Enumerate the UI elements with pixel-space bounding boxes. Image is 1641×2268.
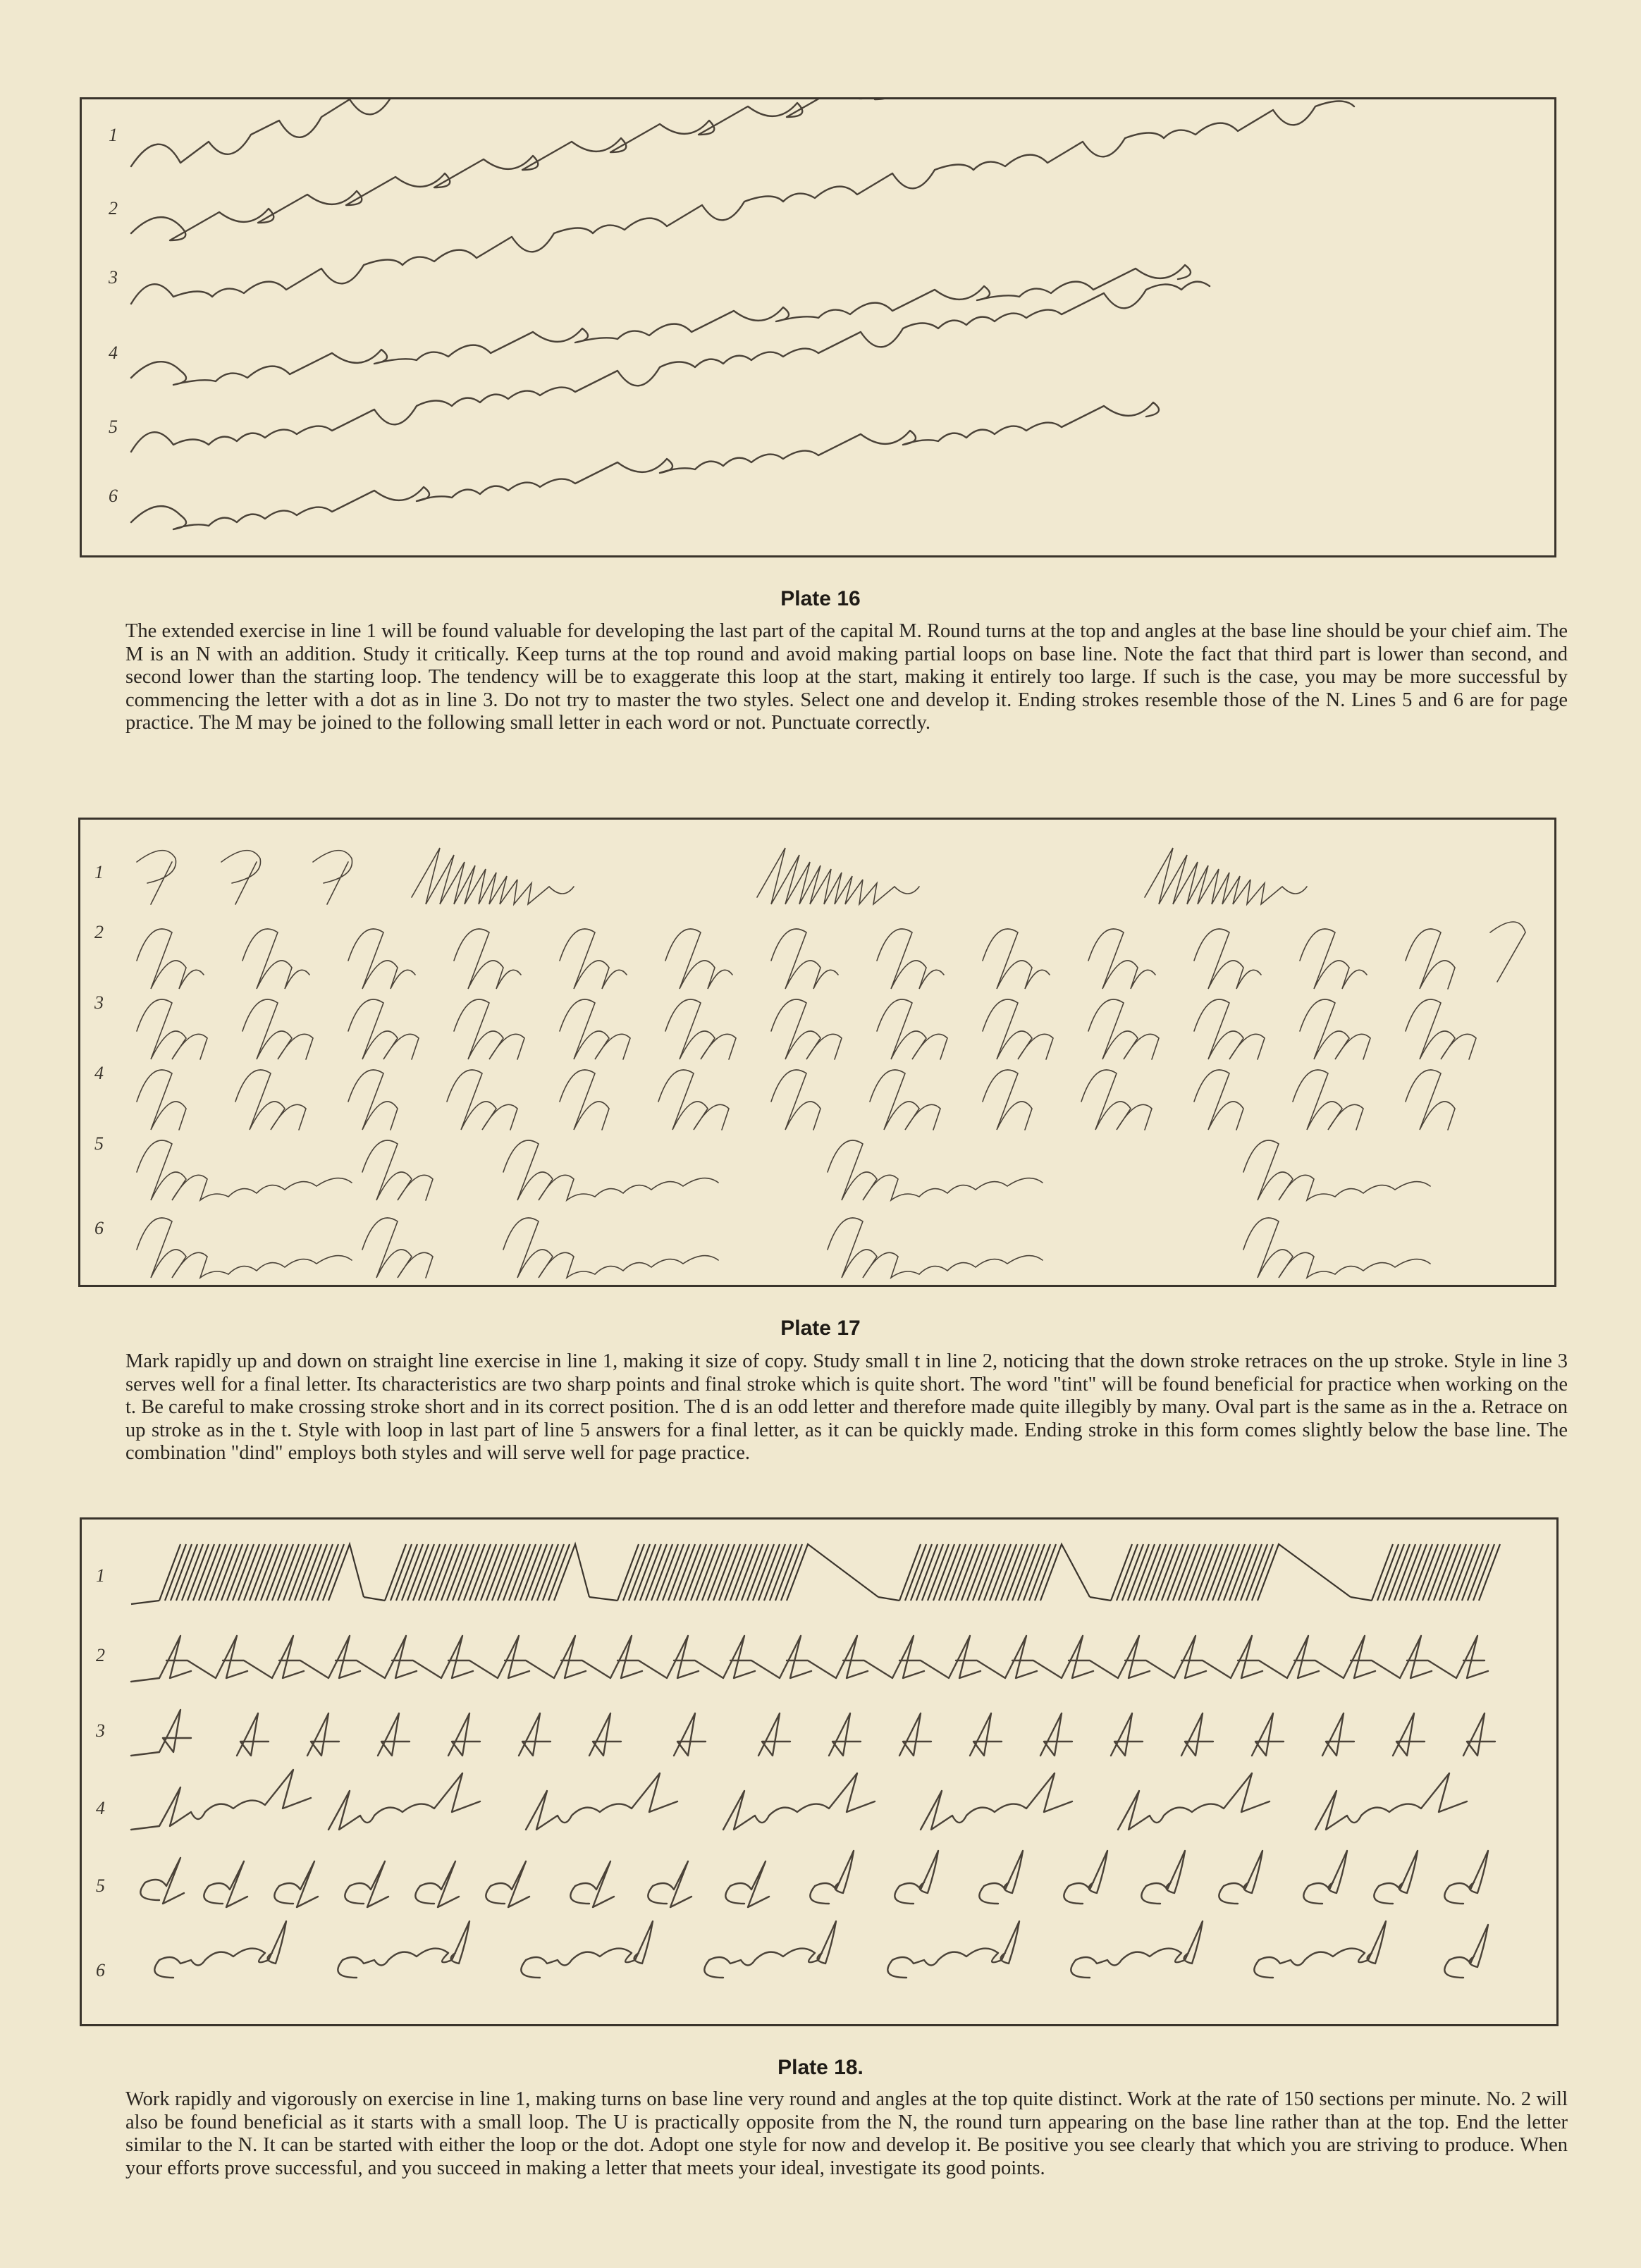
script-row-r	[131, 99, 1266, 166]
plate-three-script	[82, 1520, 1556, 2024]
plate-three-frame	[80, 1517, 1559, 2026]
script-row-nine-and-m-exercise	[137, 848, 1307, 904]
script-row-dind	[154, 1921, 1488, 1978]
script-row-capital-n	[137, 922, 1525, 989]
script-row-n-and-m-alternating	[137, 1070, 1455, 1130]
plate-one-paragraph: The extended exercise in line 1 will be found valuable for developing the last part of the capital M. Round turns at the top and angles at the base line should be your chief aim. The M is an N with an addition. Study it critically. Keep turns at the top round and avoid making partial loops on base line. Note the fact that third part is lower than second, and second lower than the starting loop. The tendency will be to exaggerate this loop at the start, making it entirely too large. If such is the case, you may be more successful by commencing the letter with a dot as in line 3. Do not try to master the two styles. Select one and develop it. Ending strokes resemble those of the N. Lines 5 and 6 are for page practice. The M may be joined to the following small letter in each word or not. Punctuate correctly.	[125, 620, 1568, 734]
line-number: 2	[96, 1645, 105, 1665]
line-number: 2	[109, 198, 118, 218]
script-row-sunner	[131, 402, 1159, 529]
line-number: 6	[96, 1960, 105, 1980]
line-number: 5	[96, 1875, 105, 1896]
script-row-minnie-manner-munson-minn-2	[137, 1218, 1430, 1278]
line-number: 1	[96, 1565, 105, 1586]
line-number: 5	[109, 417, 118, 437]
line-number: 1	[94, 862, 104, 882]
plate-three-title: Plate 18.	[778, 2056, 863, 2079]
script-row-small-d	[140, 1851, 1488, 1907]
line-number: 3	[96, 1720, 105, 1741]
line-number: 3	[94, 992, 104, 1013]
plate-two-paragraph: Mark rapidly up and down on straight line exercise in line 1, making it size of copy. Study small t in line 2, noticing that the down stroke retraces on the up stroke. Style in line 3 serves well for a final letter. Its characteristics are two sharp points and final stroke which is quite short. The word "tint" will be found beneficial for practice when working on the t. Be careful to make crossing stroke short and in its correct position. The d is an odd letter and therefore made quite illegibly by many. Oval part is the same as in the a. Retrace on up stroke as in the t. Style with loop in last part of line 5 answers for a final letter, as it can be quickly made. Ending stroke in this form comes slightly below the base line. The combination "dind" employs both styles and will serve well for page practice.	[125, 1350, 1568, 1464]
plate-two-script	[80, 820, 1554, 1285]
line-number: 4	[109, 343, 118, 363]
plate-one-title: Plate 16	[780, 587, 861, 610]
plate-three-paragraph: Work rapidly and vigorously on exercise in line 1, making turns on base line very round and angles at the top quite distinct. Work at the rate of 150 sections per minute. No. 2 will also be found beneficial as it starts with a small loop. The U is practically opposite from the N, the round turn appearing on the base line rather than at the top. End the letter similar to the N. It can be started with either the loop or the dot. Adopt one style for now and develop it. Be positive you see clearly that which you are striving to produce. When your efforts prove successful, and you succeed in making a letter that meets your ideal, investigate its good points.	[125, 2088, 1568, 2179]
line-number: 3	[109, 267, 118, 288]
plate-one-frame	[80, 97, 1556, 557]
line-number: 5	[94, 1133, 104, 1154]
script-row-final-t	[131, 1710, 1495, 1756]
script-row-run	[131, 101, 1354, 304]
line-number: 2	[94, 922, 104, 942]
script-row-small-t	[131, 1636, 1488, 1682]
line-number: 6	[94, 1218, 104, 1238]
line-number: 4	[96, 1798, 105, 1818]
plate-two-title: Plate 17	[780, 1317, 861, 1340]
line-number: 4	[94, 1063, 104, 1083]
script-row-tint	[131, 1770, 1467, 1830]
script-row-runner	[131, 282, 1210, 452]
script-row-straight-line-exercise	[131, 1544, 1500, 1604]
plate-two-frame	[78, 818, 1556, 1287]
script-row-minnie-manner-munson-minn-1	[137, 1140, 1430, 1200]
script-row-s	[131, 99, 1012, 240]
plate-one-script	[82, 99, 1554, 555]
line-number: 1	[109, 125, 118, 145]
script-row-capital-m	[137, 999, 1476, 1059]
line-number: 6	[109, 486, 118, 506]
